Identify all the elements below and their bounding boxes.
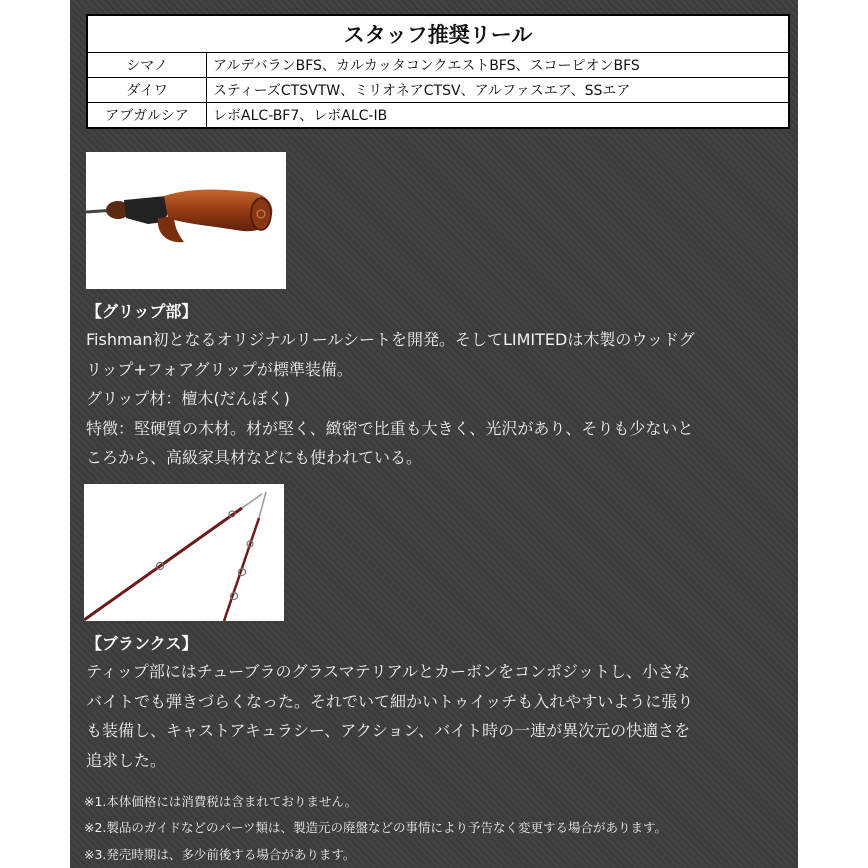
- wooden-grip-illustration: [86, 152, 286, 289]
- blanks-description: [86, 657, 786, 775]
- blanks-line: バイトでも弾きづらくなった。それでいて細かいトゥイッチも入れやすいように張り: [86, 691, 694, 711]
- blanks-line: ティップ部にはチューブラのグラスマテリアルとカーボンをコンポジットし、小さな: [86, 662, 691, 681]
- footnote: ※3.発売時期は、多少前後する場合があります。: [84, 847, 356, 862]
- brand-cell: ダイワ: [87, 78, 207, 103]
- table-row: [87, 53, 789, 78]
- blanks-line: 追求した。: [86, 750, 167, 770]
- rod-guides: [157, 511, 254, 600]
- table-title: スタッフ推奨リール: [87, 15, 789, 53]
- grip-line: 特徴：堅硬質の木材。材が堅く、緻密で比重も大きく、光沢があり、そりも少ないと: [86, 418, 694, 438]
- grip-line: Fishman初となるオリジナルリールシートを開発。そしてLIMITEDは木製のウッドグ: [86, 330, 695, 349]
- grip-heading: 【グリップ部】: [86, 302, 198, 321]
- content-panel: [70, 0, 798, 868]
- models-cell: レボALC-BF7、レボALC-IB: [207, 103, 790, 129]
- grip-line: リップ+フォアグリップが標準装備。: [86, 359, 353, 379]
- grip-photo: [86, 152, 286, 289]
- rod-tip-1: [242, 494, 262, 508]
- rod-blank-2: [224, 518, 259, 621]
- brand-cell: シマノ: [87, 53, 207, 78]
- grip-line: ころから、高級家具材などにも使われている。: [86, 448, 423, 467]
- footnote: ※2.製品のガイドなどのパーツ類は、製造元の廃盤などの事情により予告なく変更する場合があります。: [84, 820, 668, 835]
- blanks-heading: 【ブランクス】: [86, 634, 198, 653]
- table-row: [87, 103, 789, 129]
- table-row: [87, 78, 789, 103]
- brand-cell: アブガルシア: [87, 103, 207, 129]
- blanks-line: も装備し、キャストアキュラシー、アクション、バイト時の一連が異次元の快適さを: [86, 721, 691, 740]
- models-cell: アルデバランBFS、カルカッタコンクエストBFS、スコーピオンBFS: [207, 53, 790, 78]
- rod-blanks-illustration: [84, 484, 284, 621]
- grip-line: グリップ材：檀木(だんぼく): [86, 389, 290, 408]
- blanks-photo: [84, 484, 284, 621]
- recommended-reel-table: [86, 14, 790, 129]
- butt-cap: [251, 198, 271, 230]
- table-header-row: [87, 15, 789, 53]
- models-cell: スティーズCTSVTW、ミリオネアCTSV、アルファスエア、SSエア: [207, 78, 790, 103]
- footnote: ※1.本体価格には消費税は含まれておりません。: [84, 794, 358, 809]
- grip-description: [86, 325, 786, 473]
